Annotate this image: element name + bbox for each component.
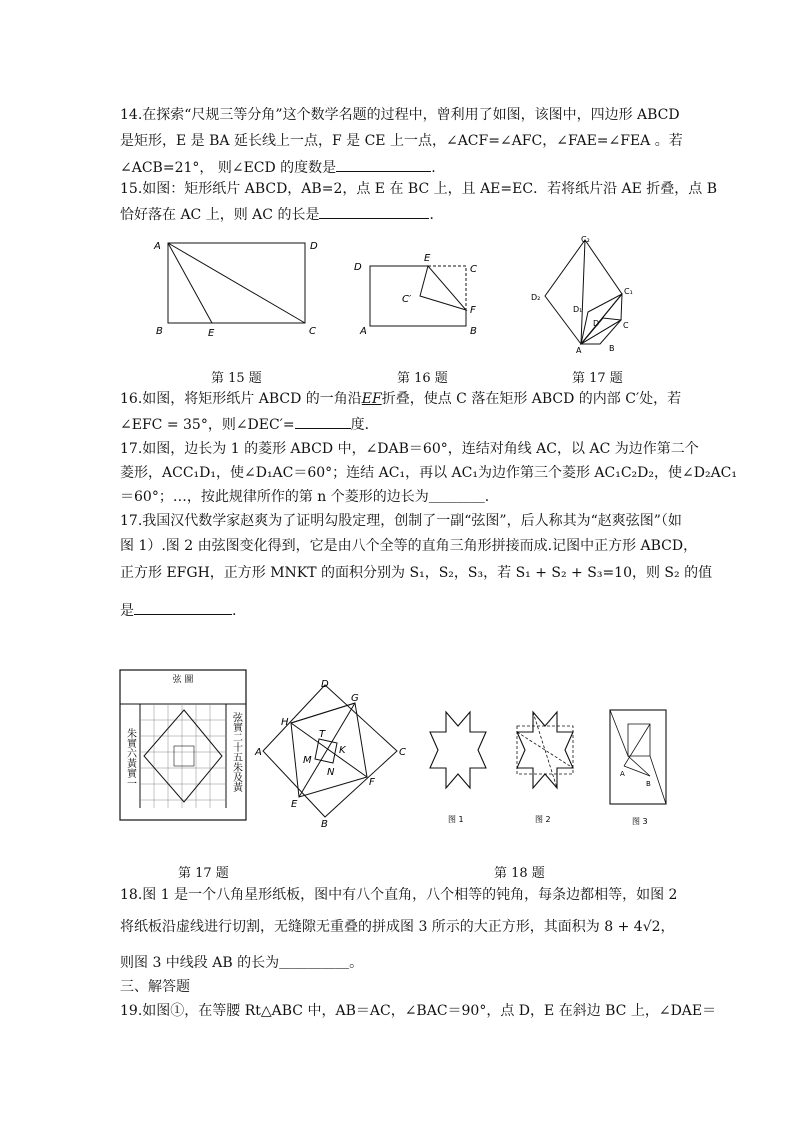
q17b-line1: 17.我国汉代数学家赵爽为了证明勾股定理，创制了一副“弦图”，后人称其为“赵爽弦图”（如 bbox=[120, 513, 682, 529]
figure-17-rhombus bbox=[525, 232, 650, 357]
figure-18-square bbox=[600, 700, 680, 832]
q14-line3-text: ∠ACB=21°， 则∠ECD 的度数是 bbox=[120, 160, 337, 176]
fig18-label-1: 图 1 bbox=[448, 815, 464, 824]
caption-fig16: 第 16 题 bbox=[397, 371, 448, 386]
fig17b-label-e: E bbox=[291, 799, 298, 810]
fig17b-label-n: N bbox=[327, 767, 335, 778]
q17a-line2: 菱形，ACC₁D₁，使∠D₁AC＝60°；连结 AC₁，再以 AC₁为边作第三个菱形 AC₁C₂D₂，使∠D₂AC₁ bbox=[120, 465, 738, 481]
fig17b-label-d: D bbox=[321, 679, 329, 690]
xiantu-title: 弦 圖 bbox=[172, 675, 194, 685]
fig15-label-a: A bbox=[154, 241, 161, 252]
q15-line2 bbox=[120, 204, 443, 224]
q16-line2 bbox=[120, 414, 379, 434]
q16-line1c: 折叠，使点 C 落在矩形 ABCD 的内部 C′处，若 bbox=[381, 391, 682, 407]
q17b-line4 bbox=[120, 600, 236, 620]
q16-line2-text: ∠EFC = 35°，则∠DEC′= bbox=[120, 417, 295, 433]
answer-blank bbox=[336, 157, 431, 172]
fig17-label-a: A bbox=[576, 346, 582, 355]
q14-line2: 是矩形，E 是 BA 延长线上一点，F 是 CE 上一点，∠ACF=∠AFC，∠FAE=∠FEA 。若 bbox=[120, 133, 683, 149]
fig17b-label-g: G bbox=[351, 693, 359, 704]
fig17-label-c: C bbox=[623, 321, 629, 330]
q18-line3: 则图 3 中线段 AB 的长为＿＿＿＿＿。 bbox=[120, 955, 364, 971]
caption-fig17b: 第 17 题 bbox=[178, 866, 229, 881]
fig16-label-c: C bbox=[470, 264, 477, 275]
caption-fig15: 第 15 题 bbox=[211, 371, 262, 386]
q16-line1b: EF bbox=[361, 391, 382, 407]
fig16-label-b: B bbox=[470, 326, 477, 337]
q17b-line2: 图 1）.图 2 由弦图变化得到，它是由八个全等的直角三角形拼接而成.记图中正方形 ABCD， bbox=[120, 538, 698, 554]
fig18-label-a: A bbox=[620, 770, 625, 778]
q17b-line3: 正方形 EFGH，正方形 MNKT 的面积分别为 S₁，S₂，S₃，若 S₁ + S₂ + S₃=10，则 S₂ 的值 bbox=[120, 565, 713, 581]
fig18-label-2: 图 2 bbox=[535, 815, 551, 824]
fig17b-label-k: K bbox=[339, 745, 346, 756]
fig17-label-c1: C₁ bbox=[624, 287, 633, 296]
q17b-line4-end: . bbox=[232, 603, 237, 619]
caption-fig18: 第 18 题 bbox=[494, 866, 545, 881]
caption-fig17: 第 17 题 bbox=[572, 371, 623, 386]
q16-line1a: 16.如图，将矩形纸片 ABCD 的一角沿 bbox=[120, 391, 362, 407]
q18-line1: 18.图 1 是一个八角星形纸板，图中有八个直角，八个相等的钝角，每条边都相等，如图 2 bbox=[120, 887, 678, 903]
q14-line1: 14.在探索“尺规三等分角”这个数学名题的过程中，曾利用了如图，该图中，四边形 ABCD bbox=[120, 107, 680, 123]
fig16-label-d: D bbox=[354, 262, 362, 273]
q16-line2-end: 度． bbox=[350, 417, 379, 433]
fig16-label-a: A bbox=[360, 326, 367, 337]
figure-18-star bbox=[418, 702, 500, 832]
q17a-line1: 17.如图，边长为 1 的菱形 ABCD 中，∠DAB＝60°，连结对角线 AC，以 AC 为边作第二个 bbox=[120, 441, 699, 457]
fig16-label-c-prime: C′ bbox=[402, 294, 412, 305]
fig17-label-b: B bbox=[609, 344, 615, 353]
q14-line3-end: . bbox=[431, 160, 436, 176]
fig16-label-f: F bbox=[470, 305, 476, 316]
fig17b-label-b: B bbox=[321, 819, 328, 830]
section-heading: 三、解答题 bbox=[120, 979, 190, 995]
q16-line1 bbox=[120, 390, 681, 408]
figure-18-cut bbox=[505, 702, 587, 832]
q17a-line3: ＝60°；…，按此规律所作的第 n 个菱形的边长为＿＿＿＿. bbox=[120, 489, 490, 505]
fig17-label-d1: D₁ bbox=[573, 305, 583, 314]
fig17-label-d2: D₂ bbox=[531, 293, 541, 302]
fig15-label-e: E bbox=[208, 328, 215, 339]
fig18-label-b: B bbox=[646, 780, 651, 788]
q15-line1: 15.如图：矩形纸片 ABCD，AB=2，点 E 在 BC 上，且 AE=EC．若将纸片沿 AE 折叠，点 B bbox=[120, 181, 718, 197]
fig17-label-d: D bbox=[593, 319, 600, 328]
fig15-label-c: C bbox=[309, 326, 316, 337]
figure-xiantu-variant bbox=[255, 675, 405, 830]
fig17b-label-f: F bbox=[369, 777, 375, 788]
q17b-line4-text: 是 bbox=[120, 603, 134, 619]
fig18-label-3: 图 3 bbox=[632, 817, 648, 826]
fig16-label-e: E bbox=[424, 253, 431, 264]
xiantu-right-text: 弦實二十五朱及黃 bbox=[230, 712, 242, 792]
q18-line2: 将纸板沿虚线进行切割，无缝隙无重叠的拼成图 3 所示的大正方形，其面积为 8 + 4√2， bbox=[120, 919, 675, 935]
q15-line2-text: 恰好落在 AC 上，则 AC 的长是 bbox=[120, 207, 320, 223]
fig17b-label-h: H bbox=[281, 717, 289, 728]
figure-16 bbox=[350, 250, 485, 340]
fig17-label-c2: C₂ bbox=[581, 235, 590, 244]
answer-blank bbox=[134, 600, 232, 615]
fig17b-label-t: T bbox=[319, 729, 326, 740]
figure-xiantu-ancient bbox=[118, 668, 248, 823]
q19-line1: 19.如图①，在等腰 Rt△ABC 中，AB＝AC，∠BAC＝90°，点 D，E 在斜边 BC 上，∠DAE＝ bbox=[120, 1003, 717, 1019]
xiantu-left-text: 朱實六黃實一 bbox=[124, 728, 136, 788]
answer-blank bbox=[295, 414, 351, 429]
figure-15 bbox=[150, 235, 325, 340]
answer-blank bbox=[319, 204, 429, 219]
fig17b-label-m: M bbox=[303, 755, 312, 766]
fig15-label-d: D bbox=[310, 241, 318, 252]
fig17b-label-a: A bbox=[255, 747, 262, 758]
q15-line2-end: ． bbox=[429, 207, 444, 223]
fig17b-label-c: C bbox=[399, 747, 406, 758]
q14-line3 bbox=[120, 157, 436, 177]
fig15-label-b: B bbox=[156, 326, 163, 337]
